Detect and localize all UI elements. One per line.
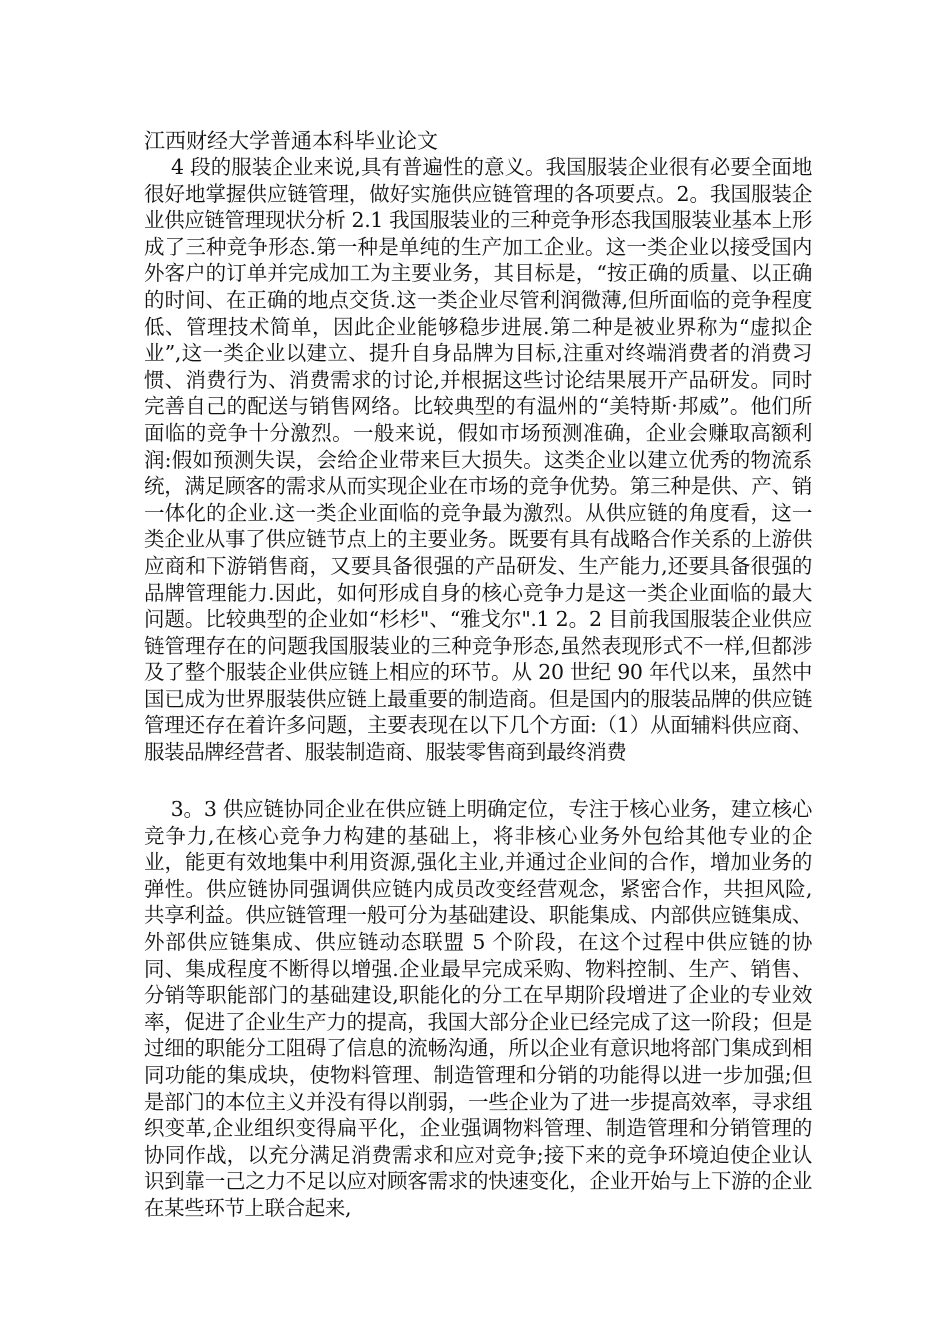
body-paragraph: 3。3 供应链协同企业在供应链上明确定位，专注于核心业务，建立核心竞争力,在核心竞争力构建的基础上，将非核心业务外包给其他专业的企业，能更有效地集中利用资源,强化主业,并通过企业间的合作，增加业务的弹性。供应链协同强调供应链内成员改变经营观念，紧密合作，共担风险,共享利益。供应链管理一般可分为基础建设、职能集成、内部供应链集成、外部供应链集成、供应链动态联盟 5 个阶段，在这个过程中供应链的协同、集成程度不断得以增强.企业最早完成采购、物料控制、生产、销售、分销等职能部门的基础建设,职能化的分工在早期阶段增进了企业的专业效率，促进了企业生产力的提高，我国大部分企业已经完成了这一阶段；但是过细的职能分工阻碍了信息的流畅沟通，所以企业有意识地将部门集成到相同功能的集成块，使物料管理、制造管理和分销的功能得以进一步加强;但是部门的本位主义并没有得以削弱，一些企业为了进一步提高效率，寻求组织变革,企业组织变得扁平化，企业强调物料管理、制造管理和分销管理的协同作战，以充分满足消费需求和应对竞争;接下来的竞争环境迫使企业认识到靠一己之力不足以应对顾客需求的快速变化，企业开始与上下游的企业在某些环节上联合起来, xyxy=(144,797,812,1220)
page-header: 江西财经大学普通本科毕业论文 xyxy=(144,129,438,153)
body-paragraph: 4 段的服装企业来说,具有普遍性的意义。我国服装企业很有必要全面地很好地掌握供应链管理，做好实施供应链管理的各项要点。2。我国服装企业供应链管理现状分析 2.1 我国服装业的三种竞争形态我国服装业基本上形成了三种竞争形态.第一种是单纯的生产加工企业。这一类企业以接受国内外客户的订单并完成加工为主要业务，其目标是，“按正确的质量、以正确的时间、在正确的地点交货.这一类企业尽管利润微薄,但所面临的竞争程度低、管理技术简单，因此企业能够稳步进展.第二种是被业界称为“虚拟企业”,这一类企业以建立、提升自身品牌为目标,注重对终端消费者的消费习惯、消费行为、消费需求的讨论,并根据这些讨论结果展开产品研发。同时完善自己的配送与销售网络。比较典型的有温州的“美特斯·邦威”。他们所面临的竞争十分激烈。一般来说，假如市场预测准确，企业会赚取高额利润:假如预测失误，会给企业带来巨大损失。这类企业以建立优秀的物流系统，满足顾客的需求从而实现企业在市场的竞争优势。第三种是供、产、销一体化的企业.这一类企业面临的竞争最为激烈。从供应链的角度看，这一类企业从事了供应链节点上的主要业务。既要有具有战略合作关系的上游供应商和下游销售商，又要具备很强的产品研发、生产能力,还要具备很强的品牌管理能力.因此，如何形成自身的核心竞争力是这一类企业面临的最大问题。比较典型的企业如“杉杉"、“雅戈尔".1 2。2 目前我国服装企业供应链管理存在的问题我国服装业的三种竞争形态,虽然表现形式不一样,但都涉及了整个服装企业供应链上相应的环节。从 20 世纪 90 年代以来，虽然中国已成为世界服装供应链上最重要的制造商。但是国内的服装品牌的供应链管理还存在着许多问题，主要表现在以下几个方面:（1）从面辅料供应商、服装品牌经营者、服装制造商、服装零售商到最终消费 xyxy=(144,155,812,765)
